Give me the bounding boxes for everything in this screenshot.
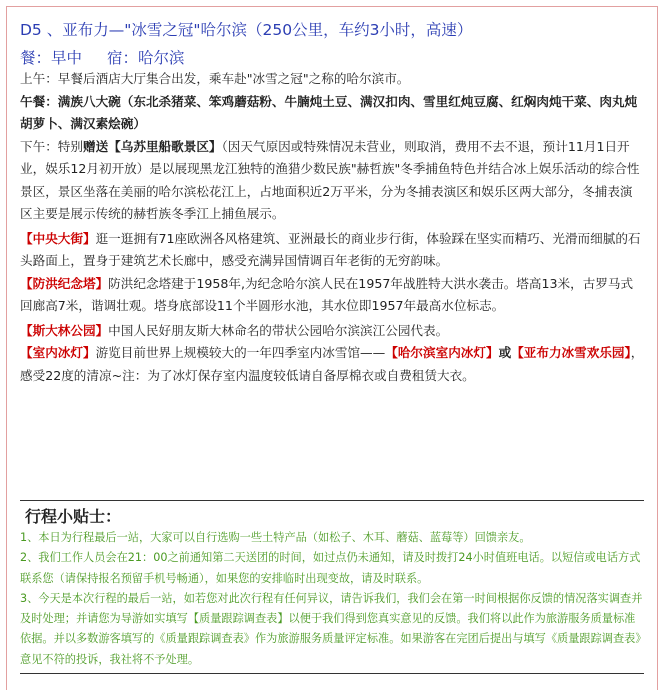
- tips-bottom-divider: [20, 673, 644, 674]
- ice-lantern-description: 游览目前世界上规模较大的一年四季室内冰雪馆——: [95, 345, 386, 360]
- tips-top-divider: [20, 500, 644, 501]
- ice-lantern-note: ，感受22度的清凉~注：为了冰灯保存室内温度较低请自备厚棉衣或自费租赁大衣。: [20, 345, 644, 383]
- ice-lantern-name: 【室内冰灯】: [20, 345, 96, 360]
- afternoon-site-name: 【乌苏里船歌景区】: [108, 138, 222, 154]
- flood-tower-name: 【防洪纪念塔】: [20, 275, 109, 291]
- stalin-park-name: 【斯大林公园】: [20, 322, 109, 338]
- stay-info: 宿：哈尔滨: [106, 49, 185, 67]
- flood-tower-paragraph: [20, 273, 645, 318]
- tips-title: 行程小贴士：: [25, 507, 122, 526]
- afternoon-prefix: 下午：特别: [20, 138, 83, 154]
- morning-text: 上午：早餐后酒店大厅集合出发，乘车赴"冰雪之冠"之称的哈尔滨市。: [20, 71, 410, 86]
- central-street-description: 逛一逛拥有71座欧洲各风格建筑、亚洲最长的商业步行街，体验踩在坚实而精巧、光滑而细腻的石头路面上，置身于建筑艺术长廊中，感受充满异国情调百年老街的无穷韵味。: [20, 230, 641, 268]
- ice-lantern-option-yabuli: 【亚布力冰雪欢乐园】: [511, 345, 631, 360]
- tip-item: 3、今天是本次行程的最后一站，如若您对此次行程有任何异议，请告诉我们，我们会在第一时间根据你反馈的情况落实调查并及时处理；并请您为导游如实填写【质量跟踪调查表】以便于我们得到您真实意见的反馈。我们将以此作为旅游服务质量标准依据。并以多数游客填写的《质量跟踪调查表》作为旅游服务质量评定标准。如果游客在完团后提出与填写《质量跟踪调查表》意见不符的投诉，我社将不予处理。: [20, 591, 643, 666]
- stalin-park-description: 中国人民好朋友斯大林命名的带状公园哈尔滨滨江公园代表。: [108, 322, 449, 338]
- meal-info: 餐：早中: [20, 49, 83, 67]
- tip-item: 2、我们工作人员会在21：00之前通知第二天送团的时间，如过点仍未通知，请及时拨打24小时值班电话。以短信或电话方式联系您（请保持报名预留手机号畅通），如果您的安排临时出现变故，请及时联系。: [20, 551, 641, 585]
- lunch-text: 午餐：满族八大碗（东北杀猪菜、笨鸡蘑菇粉、牛腩炖土豆、满汉扣肉、雪里红炖豆腐、红焖肉炖干菜、肉丸炖胡萝卜、满汉素烩碗）: [20, 93, 638, 131]
- central-street-paragraph: [20, 228, 645, 273]
- meal-stay-line: [20, 46, 204, 68]
- ice-lantern-paragraph: [20, 342, 645, 387]
- afternoon-gift: 赠送: [82, 138, 109, 154]
- afternoon-paragraph: [20, 136, 645, 226]
- ice-lantern-option-harbin: 【哈尔滨室内冰灯】: [385, 345, 499, 360]
- day-title: D5 、亚布力—"冰雪之冠"哈尔滨（250公里，车约3小时，高速）: [20, 21, 473, 39]
- tips-list: [20, 528, 645, 670]
- tip-item: 1、本日为行程最后一站，大家可以自行选购一些土特产品（如松子、木耳、蘑菇、蓝莓等）回馈亲友。: [20, 531, 531, 544]
- flood-tower-description: 防洪纪念塔建于1958年,为纪念哈尔滨人民在1957年战胜特大洪水袭击。塔高13米，古罗马式回廊高7米，谐调壮观。塔身底部设11个半圆形水池，其水位即1957年最高水位标志。: [20, 275, 634, 313]
- afternoon-description: （因天气原因或特殊情况未营业，则取消，费用不去不退，预计11月1日开业，娱乐12月初开放）是以展现黑龙江独特的渔猎少数民族"赫哲族"冬季捕鱼特色并结合冰上娱乐活动的综合性景区，景区坐落在美丽的哈尔滨松花江上，占地面积近2万平米，分为冬捕表演区和娱乐区两大部分，冬捕表演区主要是展示传统的赫哲族冬季江上捕鱼展示。: [20, 138, 640, 221]
- central-street-name: 【中央大街】: [20, 230, 96, 246]
- ice-lantern-or: 或: [498, 345, 512, 360]
- stalin-park-paragraph: [20, 320, 645, 343]
- itinerary-body: [20, 68, 645, 387]
